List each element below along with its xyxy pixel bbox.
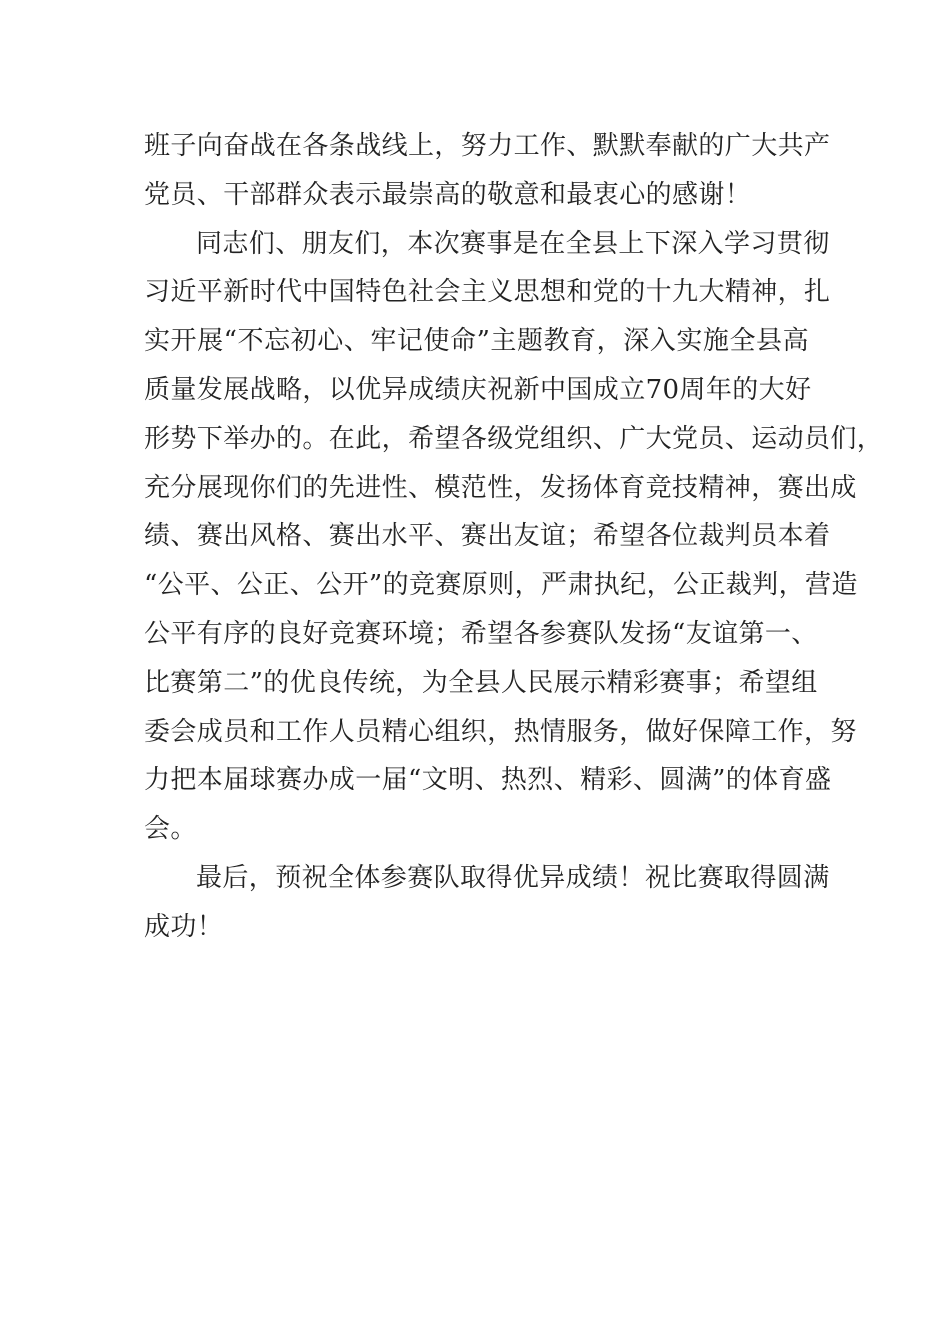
text-line: 公平有序的良好竞赛环境；希望各参赛队发扬“友谊第一、 bbox=[144, 618, 818, 649]
text-line: 同志们、朋友们，本次赛事是在全县上下深入学习贯彻 bbox=[196, 228, 830, 259]
text-line: 实开展“不忘初心、牢记使命”主题教育，深入实施全县高 bbox=[144, 326, 809, 357]
text-line: 质量发展战略，以优异成绩庆祝新中国成立70周年的大好 bbox=[144, 374, 812, 405]
document-body bbox=[144, 122, 884, 952]
text-line: 绩、赛出风格、赛出水平、赛出友谊；希望各位裁判员本着 bbox=[144, 521, 831, 552]
text-line: 委会成员和工作人员精心组织，热情服务，做好保障工作，努 bbox=[144, 716, 857, 747]
text-line: 形势下举办的。在此，希望各级党组织、广大党员、运动员们， bbox=[144, 423, 884, 454]
text-line: 党员、干部群众表示最崇高的敬意和最衷心的感谢！ bbox=[144, 179, 752, 210]
text-line: 比赛第二”的优良传统，为全县人民展示精彩赛事；希望组 bbox=[144, 667, 818, 698]
text-line: 习近平新时代中国特色社会主义思想和党的十九大精神，扎 bbox=[144, 277, 831, 308]
text-line: 力把本届球赛办成一届“文明、热烈、精彩、圆满”的体育盛 bbox=[144, 765, 832, 796]
text-line: 充分展现你们的先进性、模范性，发扬体育竞技精神，赛出成 bbox=[144, 472, 857, 503]
text-line: 班子向奋战在各条战线上，努力工作、默默奉献的广大共产 bbox=[144, 131, 831, 161]
text-line: 会。 bbox=[144, 814, 197, 845]
text-line: 最后，预祝全体参赛队取得优异成绩！祝比赛取得圆满 bbox=[196, 862, 830, 893]
text-line: 成功！ bbox=[144, 911, 224, 942]
text-line: “公平、公正、公开”的竞赛原则，严肃执纪，公正裁判，营造 bbox=[144, 570, 858, 601]
